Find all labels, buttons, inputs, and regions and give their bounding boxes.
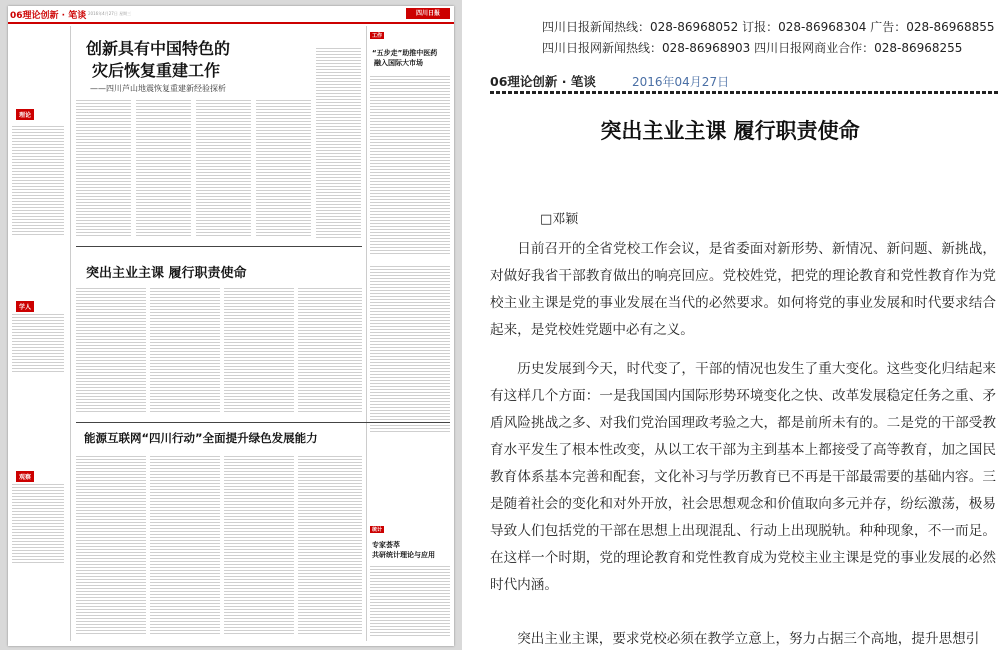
side-text-block-2	[12, 312, 64, 372]
thumb-text-col	[316, 46, 361, 238]
hotline-line-2: 四川日报网新闻热线：028-86968903 四川日报网商业合作：028-86968255	[542, 41, 963, 55]
dashed-divider	[490, 91, 1000, 94]
newspaper-page-thumbnail[interactable]	[8, 6, 454, 646]
article-paragraph-3: 突出主业主课，要求党校必须在教学立意上，努力占据三个高地，提升思想引	[517, 631, 980, 647]
divider	[70, 26, 71, 641]
side-box-tag: 工作	[372, 33, 383, 39]
hotline-line-1: 四川日报新闻热线：028-86968052 订报：028-86968304 广告：028-86968855	[542, 20, 995, 34]
thumb-text-col	[136, 98, 191, 238]
side-box-text	[370, 264, 450, 434]
article-paragraph-1: 日前召开的全省党校工作会议，是省委面对新形势、新情况、新问题、新挑战，对做好我省干部教育做出的响亮回应。党校姓党，把党的理论教育和党性教育作为党校主业主课是党的事业发展在当代的必然要求。如何将党的事业发展和时代要求结合起来，是党校姓党题中必有之义。	[490, 241, 996, 338]
section-title: 06理论创新 · 笔谈	[490, 74, 596, 89]
divider	[76, 422, 450, 423]
thumb-headline-1a[interactable]: 创新具有中国特色的	[86, 39, 231, 58]
thumb-text-col	[150, 286, 220, 414]
thumb-subhead-1: ——四川芦山地震恢复重建新经验探析	[90, 84, 226, 93]
side-box-title-2[interactable]: 融入国际大市场	[374, 59, 423, 67]
thumbnail-logo: 四川日报	[406, 8, 450, 19]
thumb-text-col	[76, 454, 146, 636]
thumb-text-col	[224, 286, 294, 414]
thumb-text-col	[196, 98, 251, 238]
thumb-text-col	[150, 454, 220, 636]
divider	[366, 26, 367, 641]
side-text-block-3	[12, 482, 64, 564]
side-box-2-tag: 统计	[372, 527, 383, 533]
thumb-text-col	[298, 286, 362, 414]
thumb-text-col	[76, 98, 131, 238]
side-box-2-text	[370, 564, 450, 638]
thumb-text-col	[298, 454, 362, 636]
page-thumbnail-pane[interactable]	[0, 0, 463, 650]
section-row	[490, 72, 1000, 90]
article-paragraph-2: 历史发展到今天，时代变了，干部的情况也发生了重大变化。这些变化归结起来有这样几个方面：一是我国国内国际形势环境变化之快、改革发展稳定任务之重、矛盾风险挑战之多、对我们党治国理政考验之大，都是前所未有的。二是党的干部受教育水平发生了根本性改变，从以工农干部为主到基本上都接受了高等教育，加之国民教育体系基本完善和配套，文化补习与学历教育已不再是干部最需要的基础内容。三是随着社会的变化和对外开放，社会思想观念和价值取向多元并存，纷纭激荡，极易导致人们包括党的干部在思想上出现混乱、行动上出现脱轨。种种现象，不一而足。在这样一个时期，党的理论教育和党性教育成为党校主业主课是党的事业发展的必然时代内涵。	[490, 361, 996, 593]
thumbnail-side-column	[8, 24, 68, 644]
thumbnail-date: 2016年4月27日 星期三	[88, 11, 132, 16]
thumb-headline-2[interactable]: 突出主业主课 履行职责使命	[86, 266, 247, 281]
side-box-2-title-2[interactable]: 共研统计理论与应用	[372, 551, 435, 559]
thumb-text-col	[224, 454, 294, 636]
thumb-headline-1b[interactable]: 灾后恢复重建工作	[92, 61, 221, 80]
side-box-title-1[interactable]: “五步走”助推中医药	[372, 49, 438, 57]
column-logo-2: 学人	[16, 294, 34, 313]
column-logo-3: 观察	[16, 464, 34, 483]
column-logo-1: 理论	[16, 102, 54, 118]
thumb-text-col	[256, 98, 311, 238]
thumb-headline-3[interactable]: 能源互联网“四川行动”全面提升绿色发展能力	[84, 431, 318, 445]
side-box-text	[370, 74, 450, 254]
thumbnail-header	[8, 6, 454, 24]
side-box-2-title-1[interactable]: 专家荟萃	[372, 541, 400, 549]
divider	[76, 246, 362, 247]
article-author: □邓颖	[540, 212, 579, 227]
section-date: 2016年04月27日	[632, 75, 730, 89]
thumb-text-col	[76, 286, 146, 414]
article-title: 突出主业主课 履行职责使命	[600, 118, 860, 143]
side-text-block-1	[12, 124, 64, 236]
thumbnail-section-label: 06理论创新 · 笔谈	[10, 11, 87, 21]
article-pane[interactable]	[462, 0, 1000, 650]
